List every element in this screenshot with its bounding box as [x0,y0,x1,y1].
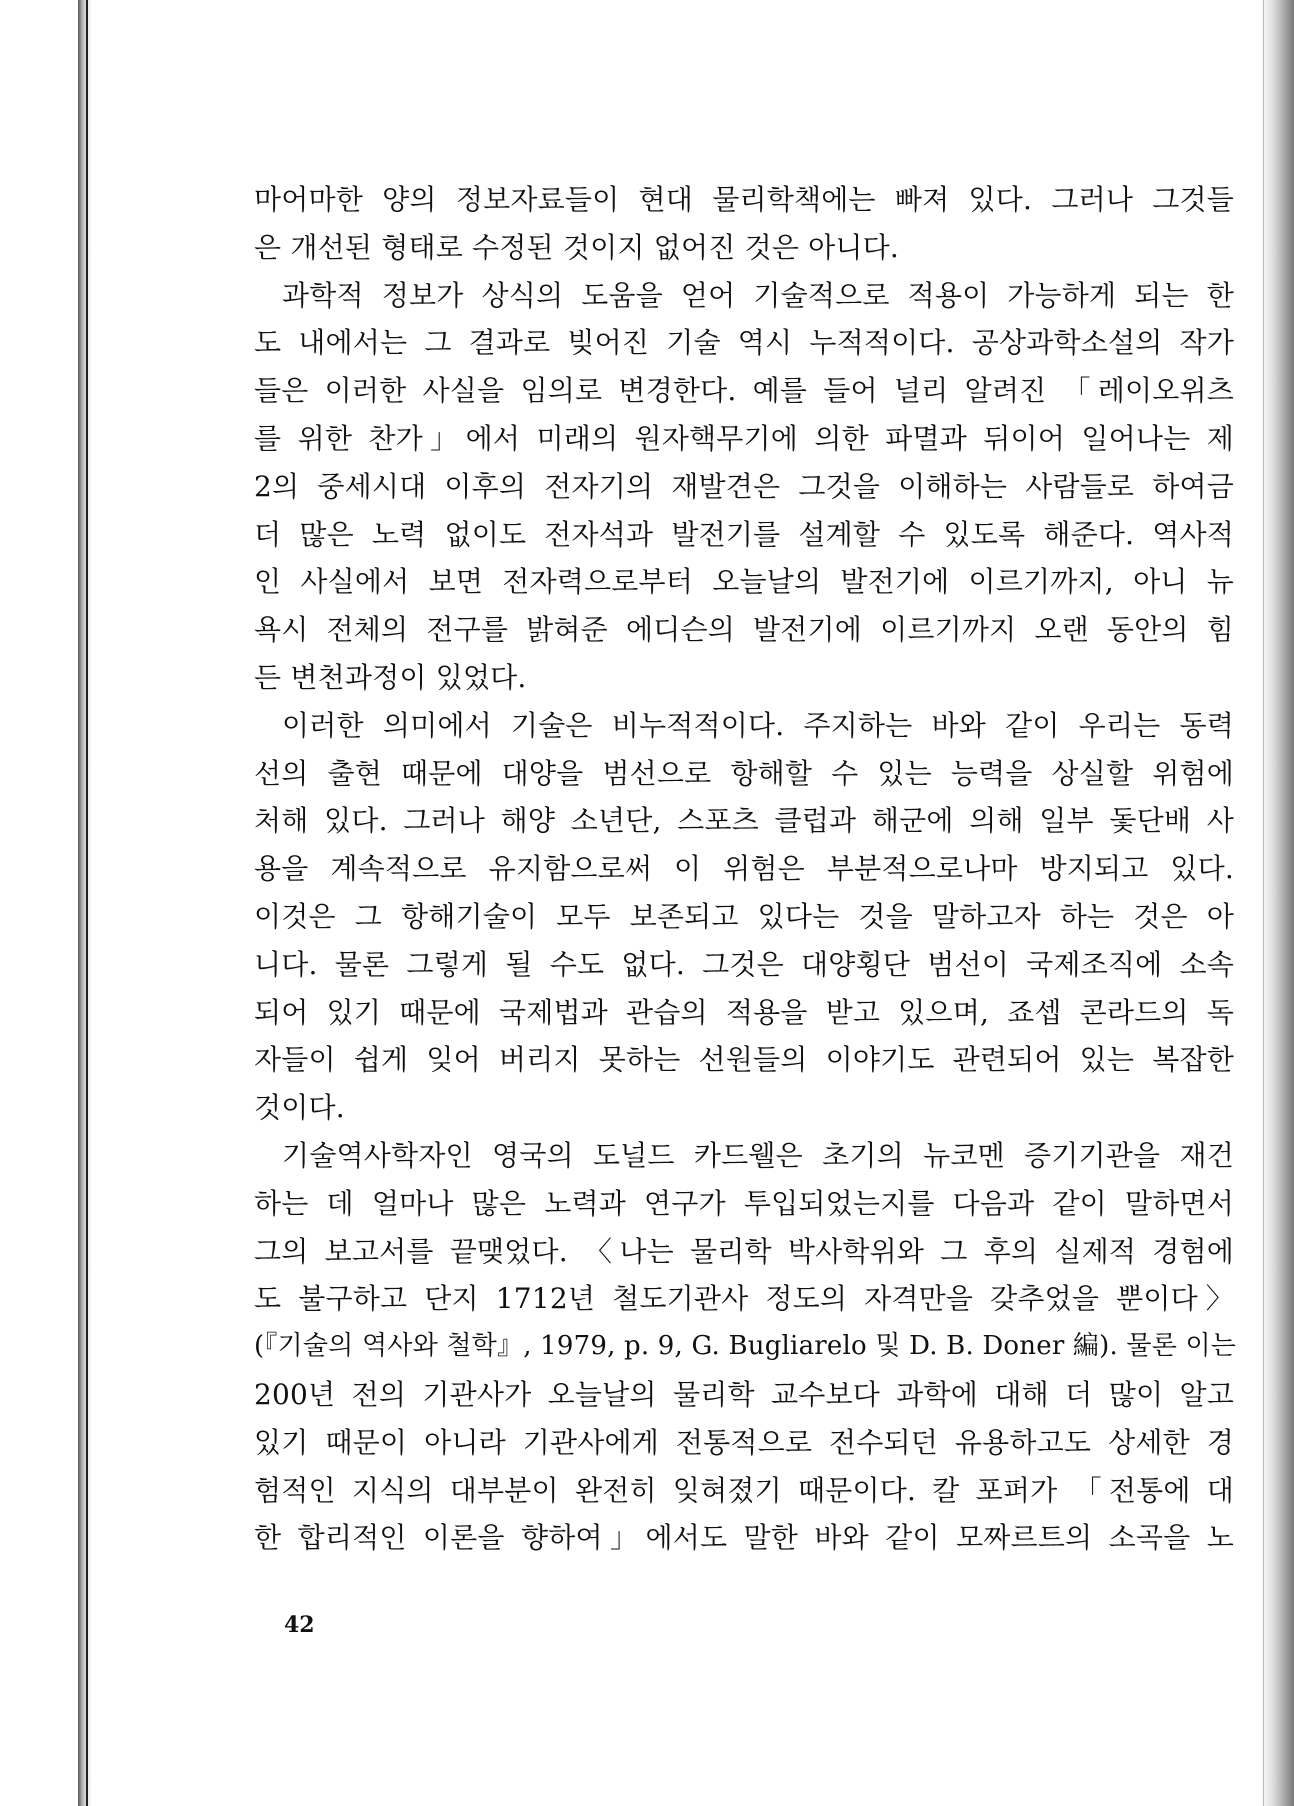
text-line: 도 내에서는 그 결과로 빚어진 기술 역시 누적적이다. 공상과학소설의 작가 [254,326,1234,360]
text-line: 니다. 물론 그렇게 될 수도 없다. 그것은 대양횡단 범선이 국제조직에 소속 [254,947,1234,981]
text-line: 과학적 정보가 상식의 도움을 얻어 기술적으로 적용이 가능하게 되는 한 [282,278,1234,312]
text-line: 한 합리적인 이론을 향하여」에서도 말한 바와 같이 모짜르트의 소곡을 노 [254,1521,1234,1555]
text-line: 용을 계속적으로 유지함으로써 이 위험은 부분적으로나마 방지되고 있다. [254,852,1234,886]
book-spine-line [86,0,88,1806]
text-line: 처해 있다. 그러나 해양 소년단, 스포츠 클럽과 해군에 의해 일부 돛단배 사 [254,804,1234,838]
page-edge-shadow [1260,0,1294,1806]
text-line: 욕시 전체의 전구를 밝혀준 에디슨의 발전기에 이르기까지 오랜 동안의 힘 [254,613,1234,647]
book-page [92,0,1260,1806]
text-line: 들은 이러한 사실을 임의로 변경한다. 예를 들어 널리 알려진 「레이오위츠 [254,374,1234,408]
text-line: 마어마한 양의 정보자료들이 현대 물리학책에는 빠져 있다. 그러나 그것들 [254,183,1234,216]
text-line: 것이다. [254,1091,345,1125]
text-line: 더 많은 노력 없이도 전자석과 발전기를 설계할 수 있도록 해준다. 역사적 [254,517,1234,551]
page-number: 42 [284,1612,315,1638]
text-line: 이것은 그 항해기술이 모두 보존되고 있다는 것을 말하고자 하는 것은 아 [254,899,1234,933]
text-line: 하는 데 얼마나 많은 노력과 연구가 투입되었는지를 다음과 같이 말하면서 [254,1186,1234,1220]
text-line: 은 개선된 형태로 수정된 것이지 없어진 것은 아니다. [254,230,900,264]
text-line: 인 사실에서 보면 전자력으로부터 오늘날의 발전기에 이르기까지, 아니 뉴 [254,565,1234,599]
text-line: 를 위한 찬가」에서 미래의 원자핵무기에 의한 파멸과 뒤이어 일어나는 제 [254,421,1234,455]
text-line: 200년 전의 기관사가 오늘날의 물리학 교수보다 과학에 대해 더 많이 알고 [254,1377,1234,1411]
book-spine-shadow [78,0,92,1806]
page-edge-line [1263,0,1264,1806]
text-line: 선의 출현 때문에 대양을 범선으로 항해할 수 있는 능력을 상실할 위험에 [254,756,1234,790]
text-line: 되어 있기 때문에 국제법과 관습의 적용을 받고 있으며, 죠셉 콘라드의 독 [254,995,1234,1029]
text-line: 든 변천과정이 있었다. [254,660,527,694]
text-line: 이러한 의미에서 기술은 비누적적이다. 주지하는 바와 같이 우리는 동력 [282,708,1234,742]
text-line: 자들이 쉽게 잊어 버리지 못하는 선원들의 이야기도 관련되어 있는 복잡한 [254,1043,1234,1077]
text-line: 기술역사학자인 영국의 도널드 카드웰은 초기의 뉴코멘 증기기관을 재건 [282,1138,1234,1172]
text-line: 2의 중세시대 이후의 전자기의 재발견은 그것을 이해하는 사람들로 하여금 [254,469,1234,503]
text-line: 그의 보고서를 끝맺었다. 〈나는 물리학 박사학위와 그 후의 실제적 경험에 [254,1234,1234,1268]
text-line: (『기술의 역사와 철학』, 1979, p. 9, G. Bugliarelo 및 D. B. Doner 編). 물론 이는 [254,1331,1237,1362]
body-text [254,176,1237,1562]
text-line: 도 불구하고 단지 1712년 철도기관사 정도의 자격만을 갖추었을 뿐이다〉 [254,1282,1234,1316]
text-line: 있기 때문이 아니라 기관사에게 전통적으로 전수되던 유용하고도 상세한 경 [254,1425,1234,1459]
text-line: 험적인 지식의 대부분이 완전히 잊혀졌기 때문이다. 칼 포퍼가 「전통에 대 [254,1473,1234,1507]
